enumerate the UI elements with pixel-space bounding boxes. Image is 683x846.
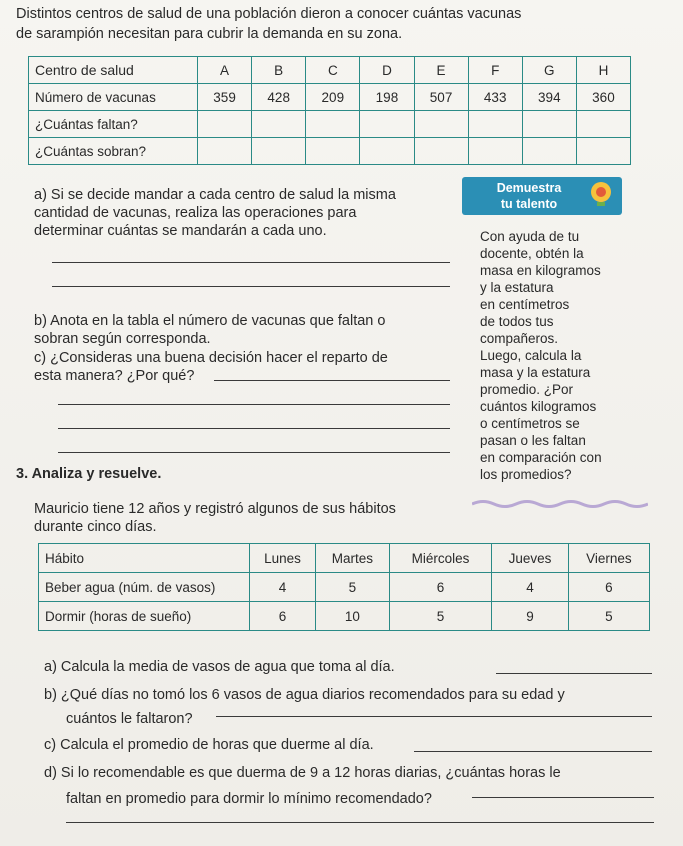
answer-cell[interactable] [306, 111, 360, 138]
table-cell: 4 [250, 573, 316, 602]
table-header-cell: Viernes [568, 544, 649, 573]
table-cell: Número de vacunas [29, 84, 198, 111]
table-row [39, 573, 650, 602]
table-header-cell: Jueves [492, 544, 568, 573]
table-row [39, 544, 650, 573]
sidebar-line: masa y la estatura [480, 365, 591, 380]
answer-cell[interactable] [252, 138, 306, 165]
question-b-line-1: b) Anota en la tabla el número de vacunas que faltan o [34, 313, 386, 329]
question-3b-line-2: cuántos le faltaron? [66, 711, 193, 727]
section-paragraph-line-2: durante cinco días. [34, 519, 157, 535]
question-3b-line-1: b) ¿Qué días no tomó los 6 vasos de agua diarios recomendados para su edad y [44, 687, 565, 703]
answer-line[interactable] [414, 751, 652, 752]
table-cell: 4 [492, 573, 568, 602]
table-cell: 428 [252, 84, 306, 111]
question-c-line-2: esta manera? ¿Por qué? [34, 368, 195, 384]
habits-table [38, 543, 650, 631]
answer-line[interactable] [214, 380, 450, 381]
answer-cell[interactable] [522, 111, 576, 138]
table-row [29, 57, 631, 84]
question-b-line-2: sobran según corresponda. [34, 331, 211, 347]
question-3d-line-2: faltan en promedio para dormir lo mínimo recomendado? [66, 791, 432, 807]
sidebar-line: masa en kilogramos [480, 263, 601, 278]
question-a [34, 186, 396, 240]
table-header-cell: G [522, 57, 576, 84]
table-cell: 507 [414, 84, 468, 111]
table-cell: 360 [576, 84, 630, 111]
sidebar-line: pasan o les faltan [480, 433, 586, 448]
question-b [34, 312, 385, 348]
question-a-line-3: determinar cuántas se mandarán a cada uno. [34, 223, 327, 239]
sidebar-line: y la estatura [480, 280, 554, 295]
table-cell: 5 [315, 573, 389, 602]
sidebar-line: de todos tus [480, 314, 554, 329]
intro-line-1: Distintos centros de salud de una población dieron a conocer cuántas vacunas [16, 6, 522, 22]
answer-cell[interactable] [198, 111, 252, 138]
vaccines-table [28, 56, 631, 165]
decorative-border [472, 499, 648, 509]
answer-cell[interactable] [360, 111, 414, 138]
badge-line-1: Demuestra [496, 181, 562, 195]
answer-cell[interactable] [306, 138, 360, 165]
question-3d-line-1: d) Si lo recomendable es que duerma de 9 a 12 horas diarias, ¿cuántas horas le [44, 765, 561, 781]
answer-line[interactable] [216, 716, 652, 717]
sidebar-line: en comparación con [480, 450, 602, 465]
sidebar-line: promedio. ¿Por [480, 382, 574, 397]
trophy-icon [588, 180, 614, 208]
table-cell: 6 [568, 573, 649, 602]
question-a-line-2: cantidad de vacunas, realiza las operaciones para [34, 205, 357, 221]
table-header-cell: A [198, 57, 252, 84]
table-cell: 6 [389, 573, 492, 602]
sidebar-line: docente, obtén la [480, 246, 584, 261]
section-paragraph-line-1: Mauricio tiene 12 años y registró algunos de sus hábitos [34, 501, 396, 517]
table-header-cell: Lunes [250, 544, 316, 573]
answer-cell[interactable] [414, 138, 468, 165]
table-header-cell: Miércoles [389, 544, 492, 573]
table-cell: 6 [250, 602, 316, 631]
answer-line[interactable] [472, 797, 654, 798]
table-header-cell: H [576, 57, 630, 84]
answer-cell[interactable] [360, 138, 414, 165]
sidebar-text [480, 228, 602, 483]
question-c-line-1: c) ¿Consideras una buena decisión hacer el reparto de [34, 350, 388, 366]
sidebar-line: compañeros. [480, 331, 559, 346]
answer-cell[interactable] [198, 138, 252, 165]
answer-cell[interactable] [252, 111, 306, 138]
table-header-cell: Martes [315, 544, 389, 573]
sidebar-line: en centímetros [480, 297, 570, 312]
table-cell: 359 [198, 84, 252, 111]
table-cell: 209 [306, 84, 360, 111]
answer-cell[interactable] [468, 111, 522, 138]
sidebar-line: Luego, calcula la [480, 348, 582, 363]
table-row [39, 602, 650, 631]
table-header-cell: D [360, 57, 414, 84]
table-cell: 9 [492, 602, 568, 631]
answer-line[interactable] [52, 286, 450, 287]
table-cell: Beber agua (núm. de vasos) [39, 573, 250, 602]
answer-line[interactable] [66, 822, 654, 823]
question-3d [44, 764, 561, 808]
question-3b [44, 686, 565, 728]
table-cell: 394 [522, 84, 576, 111]
answer-line[interactable] [58, 428, 450, 429]
intro-text [16, 4, 521, 44]
sidebar-line: Con ayuda de tu [480, 229, 580, 244]
sidebar-line: los promedios? [480, 467, 572, 482]
table-header-cell: B [252, 57, 306, 84]
answer-cell[interactable] [468, 138, 522, 165]
question-3a: a) Calcula la media de vasos de agua que toma al día. [44, 659, 395, 675]
question-3c: c) Calcula el promedio de horas que duerme al día. [44, 737, 374, 753]
intro-line-2: de sarampión necesitan para cubrir la demanda en su zona. [16, 26, 403, 42]
table-cell: 433 [468, 84, 522, 111]
answer-line[interactable] [58, 404, 450, 405]
question-a-line-1: a) Si se decide mandar a cada centro de salud la misma [34, 187, 396, 203]
table-cell: 5 [389, 602, 492, 631]
table-row [29, 111, 631, 138]
answer-line[interactable] [52, 262, 450, 263]
table-row [29, 84, 631, 111]
answer-cell[interactable] [522, 138, 576, 165]
sidebar-line: cuántos kilogramos [480, 399, 597, 414]
answer-line[interactable] [58, 452, 450, 453]
table-header-cell: F [468, 57, 522, 84]
table-cell: ¿Cuántas faltan? [29, 111, 198, 138]
answer-cell[interactable] [576, 111, 630, 138]
section-paragraph [34, 500, 396, 536]
talent-badge [462, 177, 622, 215]
table-cell: Dormir (horas de sueño) [39, 602, 250, 631]
section-title: 3. Analiza y resuelve. [16, 466, 162, 482]
table-cell: 198 [360, 84, 414, 111]
table-cell: ¿Cuántas sobran? [29, 138, 198, 165]
answer-cell[interactable] [576, 138, 630, 165]
sidebar-line: o centímetros se [480, 416, 580, 431]
table-header-cell: Centro de salud [29, 57, 198, 84]
table-header-cell: E [414, 57, 468, 84]
badge-line-2: tu talento [500, 197, 558, 211]
table-header-cell: Hábito [39, 544, 250, 573]
table-cell: 5 [568, 602, 649, 631]
answer-cell[interactable] [414, 111, 468, 138]
table-header-cell: C [306, 57, 360, 84]
table-cell: 10 [315, 602, 389, 631]
table-row [29, 138, 631, 165]
answer-line[interactable] [496, 673, 652, 674]
